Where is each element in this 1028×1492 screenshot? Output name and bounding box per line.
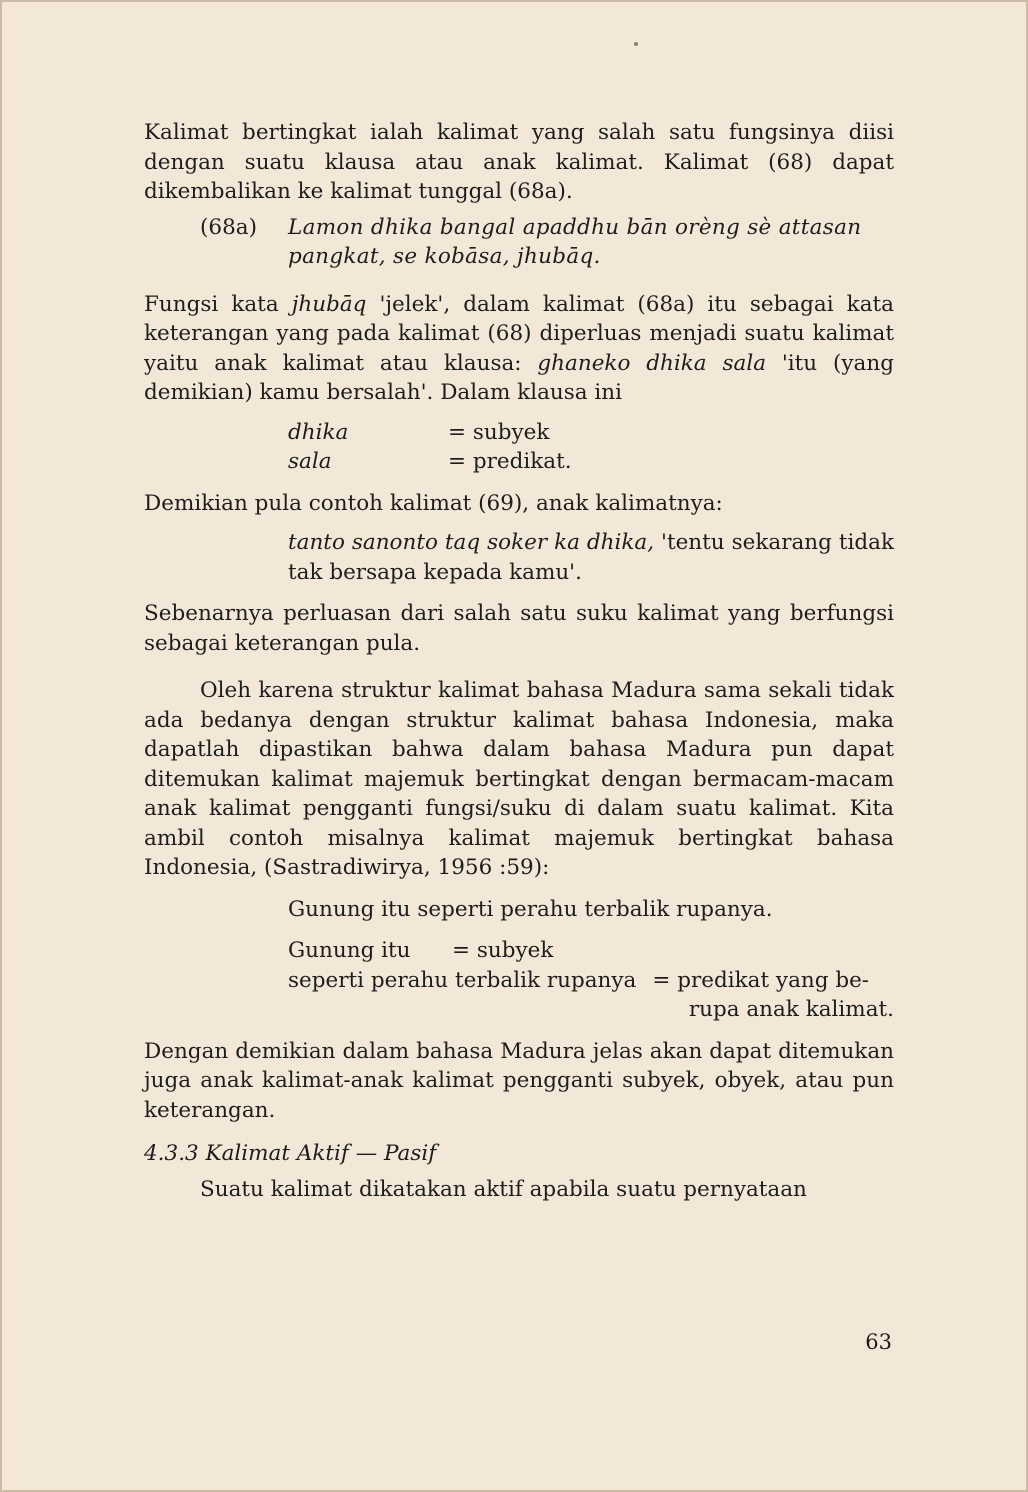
paragraph-4: Sebenarnya perluasan dari salah satu suku kalimat yang berfungsi sebagai keterangan pula. [144,601,894,656]
example-text [288,213,894,272]
structure-part: seperti perahu terbalik rupanya [288,967,637,993]
definition-term: dhika [288,419,349,445]
example-number: (68a) [200,214,257,240]
structure-role-continued: rupa anak kalimat. [688,997,894,1022]
definition-list [144,418,894,477]
sentence-structure [144,936,894,1025]
paragraph-7: Suatu kalimat dikatakan aktif apabila suatu pernyataan [200,1176,807,1202]
example-line-1: Lamon dhika bangal apaddhu bān orèng sè attasan [288,214,862,240]
example-sentence: Gunung itu seperti perahu terbalik rupanya. [288,896,773,922]
paragraph-6: Dengan demikian dalam bahasa Madura jelas akan dapat ditemukan juga anak kalimat-anak kalimat pengganti subyek, obyek, atau pun keterangan. [144,1038,894,1123]
paragraph-1: Kalimat bertingkat ialah kalimat yang salah satu fungsinya diisi dengan suatu klausa atau anak kalimat. Kalimat (68) dapat dikembalikan ke kalimat tunggal (68a). [144,120,894,204]
paragraph-2 [144,290,894,408]
section-heading: 4.3.3 Kalimat Aktif — Pasif [144,1141,437,1166]
structure-part: Gunung itu [288,938,411,963]
print-mark [634,42,638,46]
p2-term: jhubāq [291,291,367,317]
definition-row [288,418,894,448]
page-body [144,118,894,1204]
definition-value: = subyek [448,419,550,445]
paragraph-5: Oleh karena struktur kalimat bahasa Madura sama sekali tidak ada bedanya dengan struktur kalimat bahasa Indonesia, maka dapatlah dipastikan bahwa dalam bahasa Madura pun dapat ditemukan kalimat majemuk bertingkat dengan bermacam-macam anak kalimat pengganti fungsi/suku di dalam suatu kalimat. Kita ambil contoh misalnya kalimat majemuk bertingkat bahasa Indonesia, (Sastradiwirya, 1956 :59): [144,678,894,880]
structure-role: = subyek [452,938,554,963]
page-number: 63 [865,1330,892,1354]
example-line-2: pangkat, se kobāsa, jhubāq. [288,244,601,269]
paragraph-3: Demikian pula contoh kalimat (69), anak kalimatnya: [144,490,723,516]
p2-part-b: 'jelek', dalam kalimat (68a) itu sebagai kata keterangan yang pada kalimat (68) diperluas menjadi suatu kalimat yaitu anak kalimat atau klausa: [144,291,894,376]
quote-translation: 'tentu sekarang tidak tak bersapa kepada kamu'. [288,530,895,585]
p2-part-c: 'itu (yang demikian) kamu bersalah'. Dalam klausa ini [144,350,894,405]
structure-row [288,966,894,996]
p2-part-a: Fungsi kata [144,291,292,317]
quote-madurese: tanto sanonto taq soker ka dhika, [288,530,655,555]
definition-row [288,447,894,477]
definition-term: sala [288,449,332,474]
example-quote [144,528,894,587]
p2-clause: ghaneko dhika sala [537,350,767,376]
structure-role: = predikat yang be- [652,967,870,993]
structure-row [288,936,894,966]
example-68a [144,213,894,272]
definition-value: = predikat. [448,449,572,474]
